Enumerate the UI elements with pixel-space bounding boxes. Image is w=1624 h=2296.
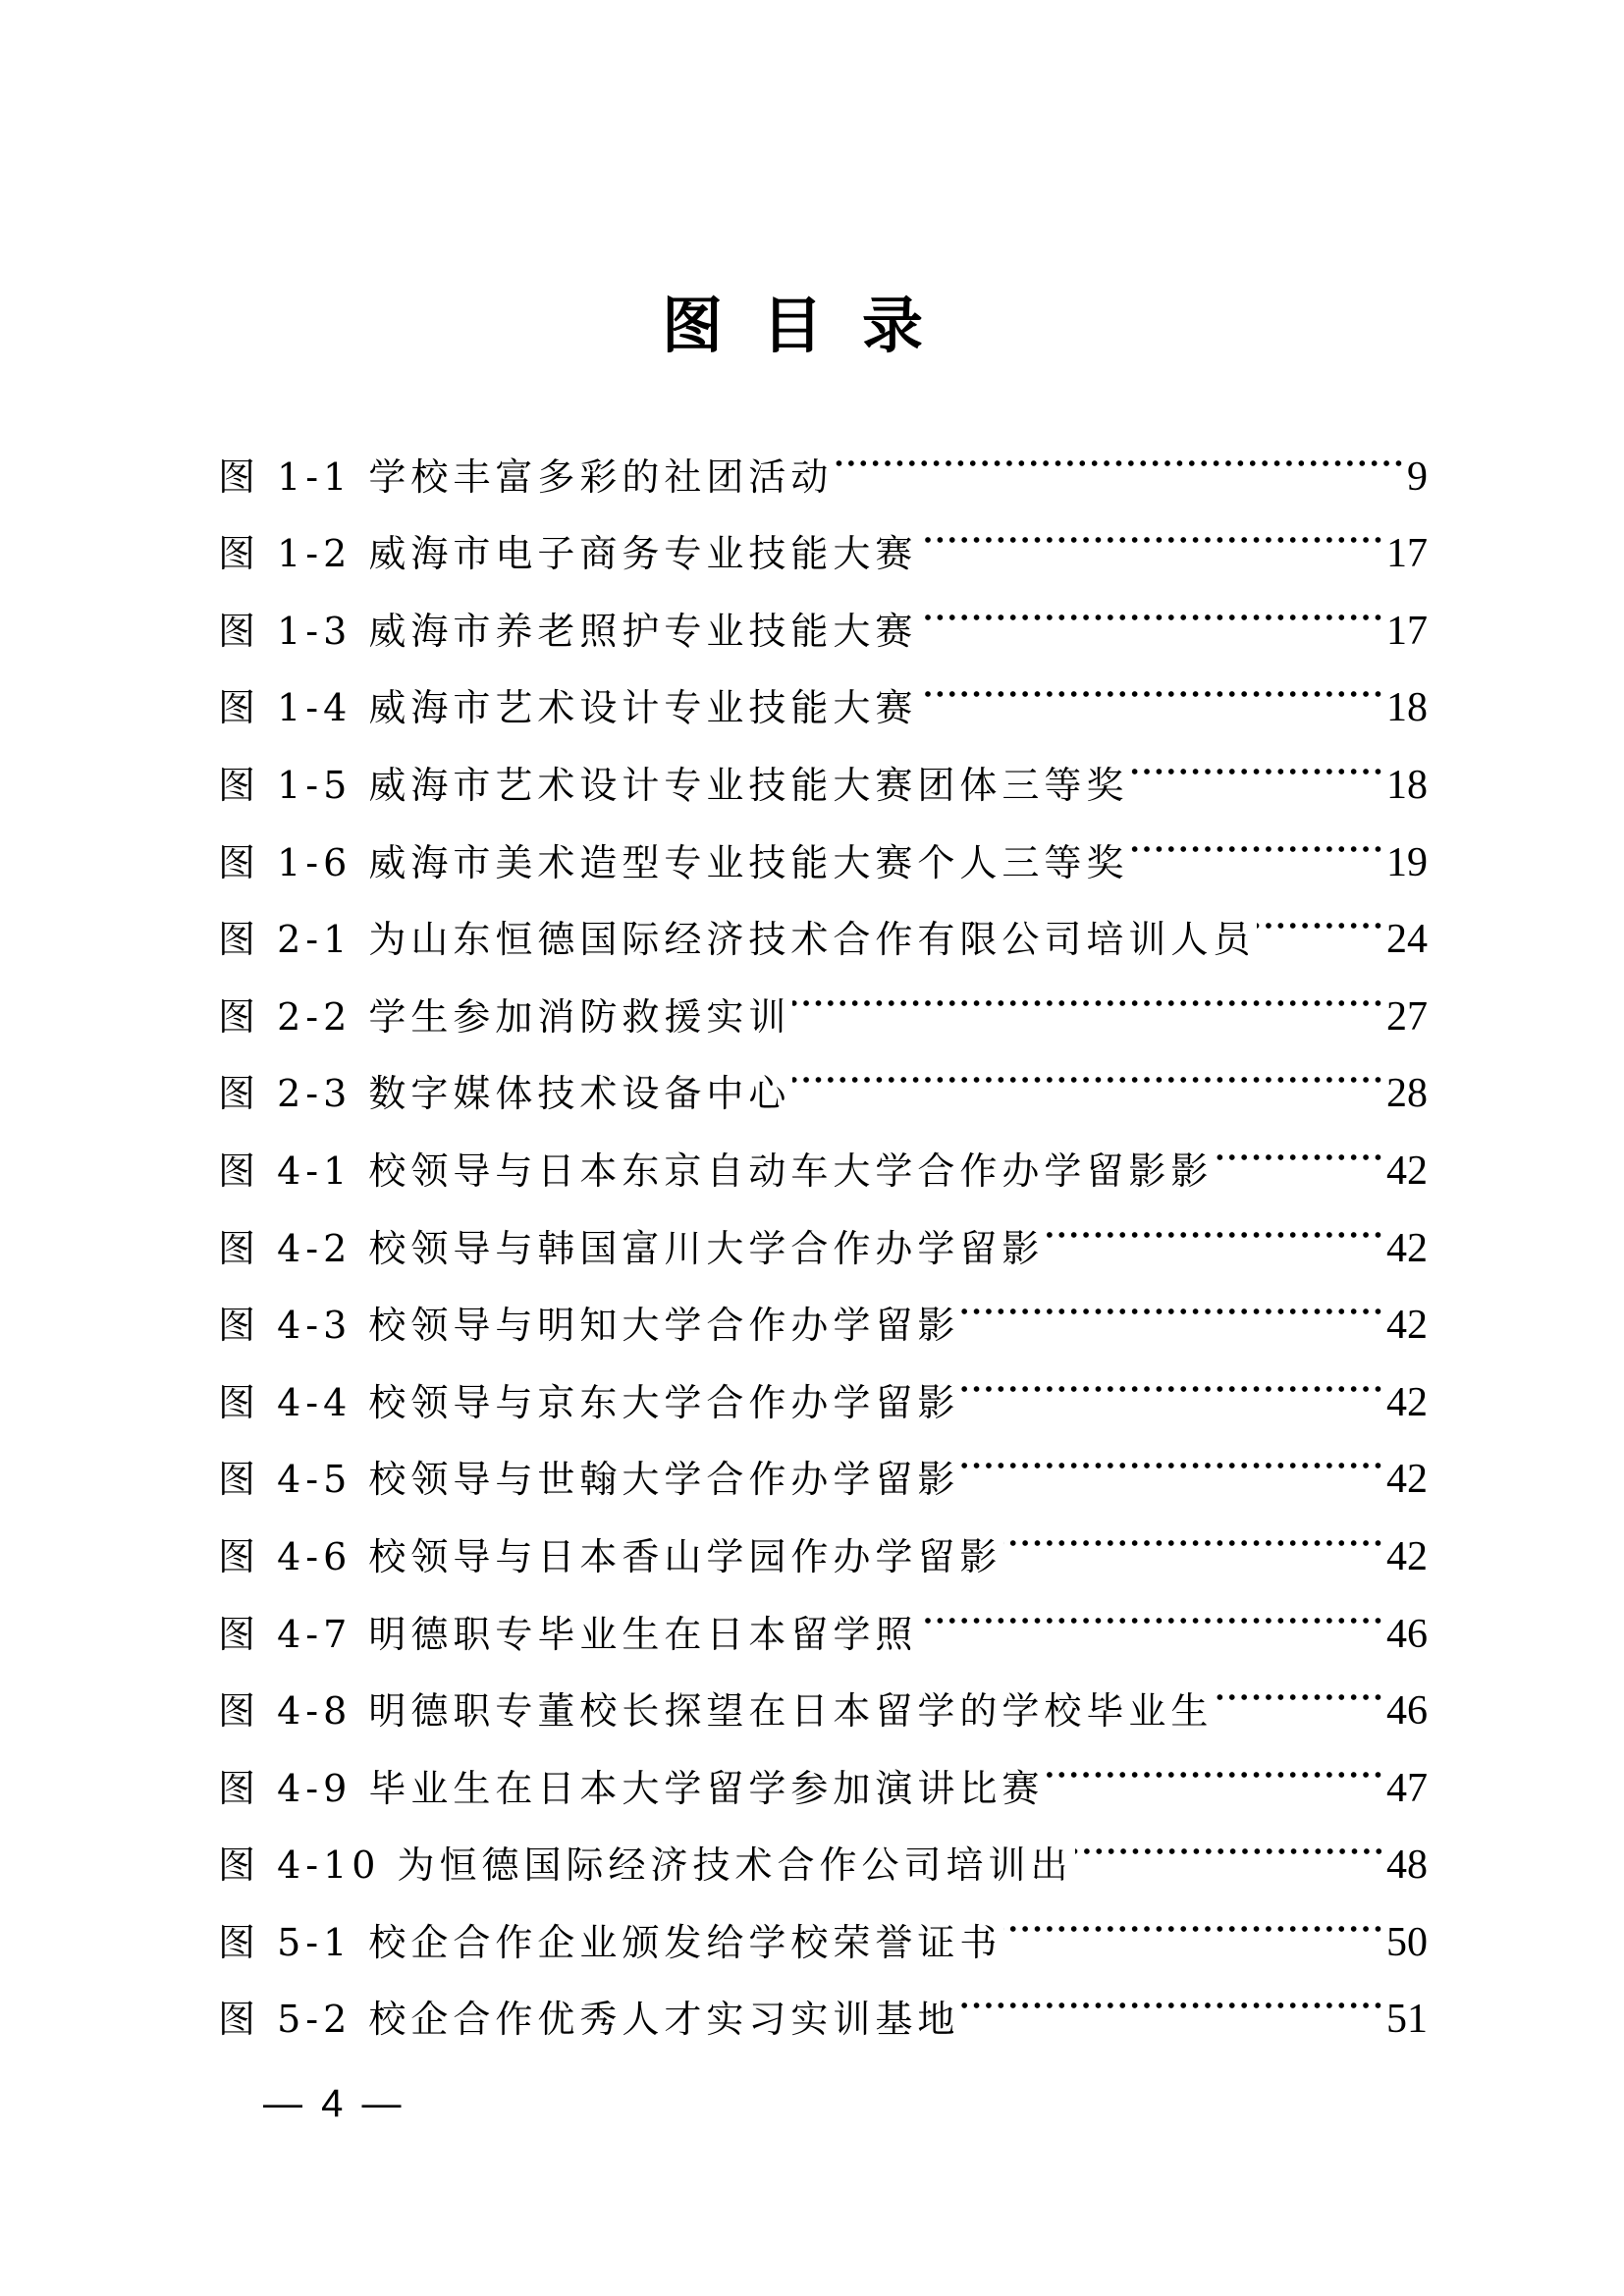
toc-entry-page: 17 [1386, 608, 1428, 654]
toc-entry-label: 图 1-1 学校丰富多彩的社团活动 [218, 454, 834, 499]
toc-entry-page: 17 [1386, 531, 1428, 577]
page-number-footer: — 4 — [263, 2082, 402, 2125]
dot-leader [792, 1030, 1384, 1107]
toc-entry-label: 图 4-4 校领导与京东大学合作办学留影 [218, 1380, 960, 1424]
toc-entry-label: 图 5-1 校企合作企业颁发给学校荣誉证书 [218, 1920, 1002, 1964]
toc-entry-page: 27 [1386, 993, 1428, 1040]
toc-entry-page: 46 [1386, 1611, 1428, 1657]
dot-leader [1215, 1647, 1384, 1725]
dot-leader [919, 566, 1384, 644]
dot-leader [1003, 1878, 1384, 1955]
toc-entry-page: 19 [1386, 839, 1428, 885]
toc-entry-page: 42 [1386, 1225, 1428, 1271]
toc-entry-page: 42 [1386, 1379, 1428, 1425]
dot-leader [835, 412, 1405, 490]
dot-leader [792, 952, 1384, 1030]
toc-entry-page: 42 [1386, 1148, 1428, 1194]
dot-leader [919, 1570, 1384, 1647]
toc-entry-page: 42 [1386, 1303, 1428, 1349]
toc-entry-page: 18 [1386, 685, 1428, 731]
dot-leader [1130, 721, 1384, 798]
figure-list [218, 412, 1428, 2043]
dot-leader [1257, 876, 1384, 953]
dot-leader [1046, 1184, 1384, 1261]
toc-entry-label: 图 4-7 明德职专毕业生在日本留学照 [218, 1612, 918, 1656]
dot-leader [919, 490, 1384, 567]
toc-entry-page: 50 [1386, 1919, 1428, 1965]
toc-entry-label: 图 4-5 校领导与世翰大学合作办学留影 [218, 1458, 960, 1502]
toc-entry-page: 42 [1386, 1533, 1428, 1579]
toc-entry-label: 图 4-6 校领导与日本香山学园作办学留影 [218, 1534, 1002, 1578]
toc-entry-label: 图 4-9 毕业生在日本大学留学参加演讲比赛 [218, 1766, 1045, 1810]
dot-leader [1046, 1724, 1384, 1801]
dot-leader [961, 1415, 1384, 1493]
toc-entry-page: 24 [1386, 917, 1428, 963]
dot-leader [961, 1261, 1384, 1339]
toc-entry-label: 图 1-2 威海市电子商务专业技能大赛 [218, 532, 918, 576]
dot-leader [1075, 1801, 1384, 1879]
toc-entry-page: 46 [1386, 1688, 1428, 1735]
dot-leader [1215, 1106, 1384, 1184]
dot-leader [1003, 1492, 1384, 1570]
toc-entry-label: 图 1-6 威海市美术造型专业技能大赛个人三等奖 [218, 840, 1129, 884]
toc-entry-page: 51 [1386, 1997, 1428, 2043]
toc-entry-label: 图 2-3 数字媒体技术设备中心 [218, 1072, 791, 1116]
toc-entry-page: 9 [1407, 454, 1428, 500]
toc-entry-label: 图 4-8 明德职专董校长探望在日本留学的学校毕业生 [218, 1689, 1214, 1734]
dot-leader [1130, 798, 1384, 876]
toc-entry-page: 48 [1386, 1842, 1428, 1889]
dot-leader [919, 644, 1384, 721]
toc-entry-label: 图 1-4 威海市艺术设计专业技能大赛 [218, 686, 918, 730]
toc-entry-page: 47 [1386, 1765, 1428, 1811]
toc-entry-label: 图 1-5 威海市艺术设计专业技能大赛团体三等奖 [218, 763, 1129, 807]
toc-entry[interactable] [218, 412, 1428, 500]
toc-entry-label: 图 5-2 校企合作优秀人才实习实训基地 [218, 1998, 960, 2042]
dot-leader [961, 1338, 1384, 1415]
toc-entry-label: 图 4-1 校领导与日本东京自动车大学合作办学留影影 [218, 1148, 1214, 1193]
toc-entry-page: 42 [1386, 1457, 1428, 1503]
dot-leader [961, 1955, 1384, 2033]
toc-entry-label: 图 2-1 为山东恒德国际经济技术合作有限公司培训人员 [218, 918, 1256, 962]
page-title: 图目录 [661, 290, 962, 361]
toc-entry-page: 28 [1386, 1071, 1428, 1117]
toc-entry-page: 18 [1386, 762, 1428, 808]
toc-entry-label: 图 4-2 校领导与韩国富川大学合作办学留影 [218, 1226, 1045, 1270]
toc-entry-label: 图 4-3 校领导与明知大学合作办学留影 [218, 1304, 960, 1348]
toc-entry-label: 图 4-10 为恒德国际经济技术合作公司培训出 [218, 1843, 1073, 1888]
toc-entry-label: 图 2-2 学生参加消防救援实训 [218, 994, 791, 1039]
toc-entry-label: 图 1-3 威海市养老照护专业技能大赛 [218, 609, 918, 653]
